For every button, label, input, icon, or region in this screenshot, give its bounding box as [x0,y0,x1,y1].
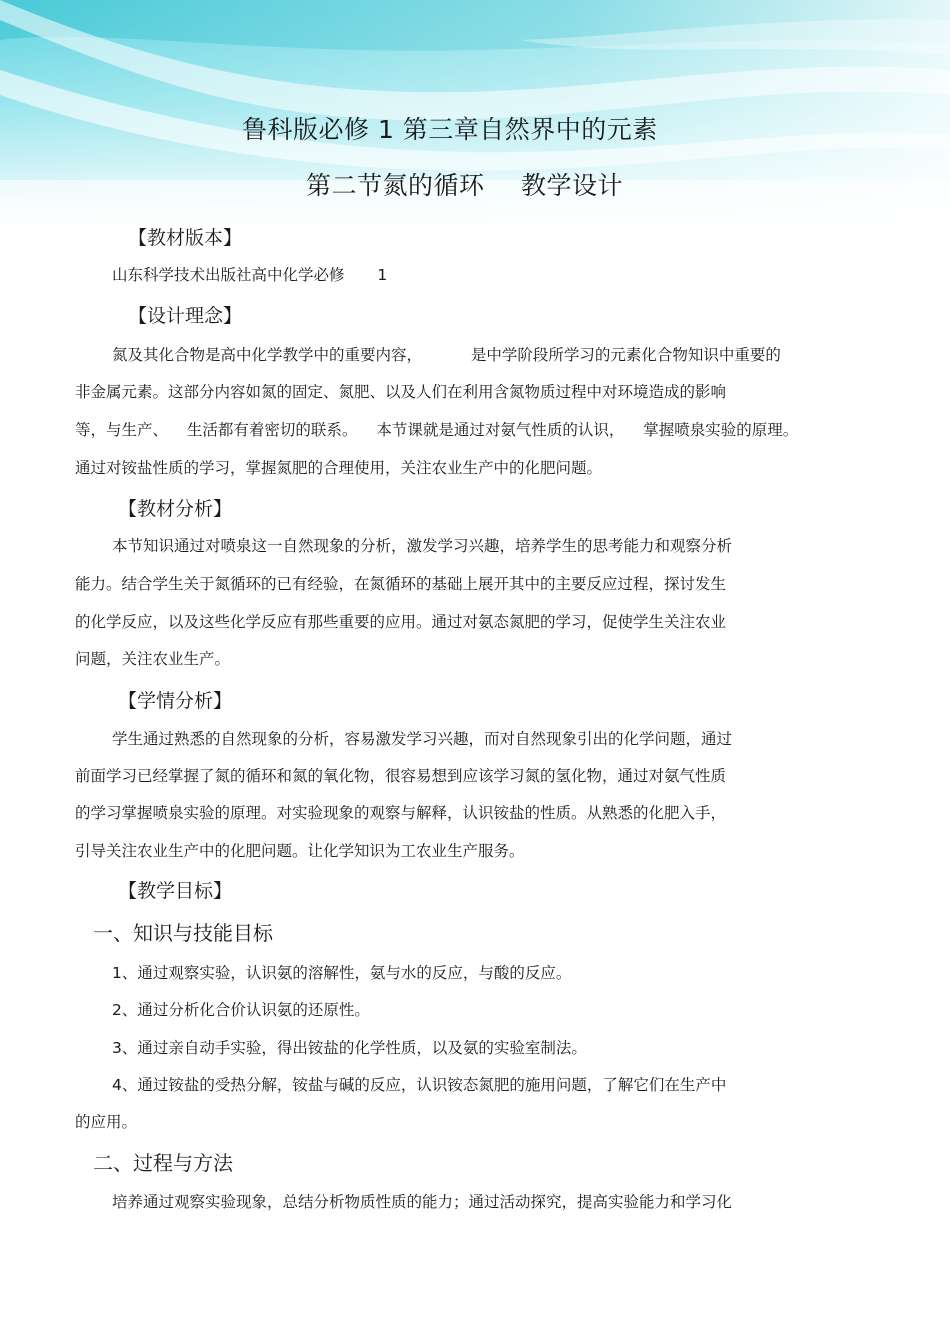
learner-analysis-line: 的学习掌握喷泉实验的原理。对实验现象的观察与解释，认识铵盐的性质。从熟悉的化肥入手， [75,804,727,822]
design-concept-line: 非金属元素。这部分内容如氮的固定、氮肥、以及人们在利用含氮物质过程中对环境造成的影响 [75,383,727,401]
goal-heading-process-method: 二、过程与方法 [93,1151,233,1175]
design-concept-line: 通过对铵盐性质的学习，掌握氮肥的合理使用，关注农业生产中的化肥问题。 [75,459,603,477]
design-concept-line: 氮及其化合物是高中化学教学中的重要内容， 是中学阶段所学习的元素化合物知识中重要的 [112,346,781,364]
knowledge-goal-item: 1、通过观察实验，认识氨的溶解性，氨与水的反应，与酸的反应。 [112,964,572,982]
section-heading-teaching-goals: 【教学目标】 [118,880,233,902]
goal-heading-knowledge-skills: 一、知识与技能目标 [93,921,273,945]
learner-analysis-line: 引导关注农业生产中的化肥问题。让化学知识为工农业生产服务。 [75,842,525,860]
textbook-analysis-line: 问题，关注农业生产。 [75,650,231,668]
section-heading-textbook-version: 【教材版本】 [128,227,243,249]
textbook-analysis-line: 本节知识通过对喷泉这一自然现象的分析，激发学习兴趣，培养学生的思考能力和观察分析 [112,537,733,555]
document-title-line2: 第二节氮的循环 教学设计 [306,171,623,200]
knowledge-goal-item: 的应用。 [75,1113,138,1131]
textbook-analysis-line: 的化学反应，以及这些化学反应有那些重要的应用。通过对氨态氮肥的学习，促使学生关注农业 [75,613,727,631]
learner-analysis-line: 前面学习已经掌握了氮的循环和氮的氧化物，很容易想到应该学习氮的氢化物，通过对氨气性质 [75,767,727,785]
knowledge-goal-item: 2、通过分析化合价认识氨的还原性。 [112,1001,370,1019]
document-title-line1: 鲁科版必修 1 第三章自然界中的元素 [242,115,658,144]
section-heading-textbook-analysis: 【教材分析】 [118,498,233,520]
textbook-version-text: 山东科学技术出版社高中化学必修 1 [112,266,388,284]
process-method-line: 培养通过观察实验现象，总结分析物质性质的能力；通过活动探究，提高实验能力和学习化 [112,1193,733,1211]
section-heading-design-concept: 【设计理念】 [128,305,243,327]
knowledge-goal-item: 3、通过亲自动手实验，得出铵盐的化学性质，以及氨的实验室制法。 [112,1039,587,1057]
learner-analysis-line: 学生通过熟悉的自然现象的分析，容易激发学习兴趣，而对自然现象引出的化学问题，通过 [112,730,733,748]
section-heading-learner-analysis: 【学情分析】 [118,690,233,712]
design-concept-line: 等，与生产、 生活都有着密切的联系。 本节课就是通过对氨气性质的认识， 掌握喷泉实验的原理。 [75,421,799,439]
textbook-analysis-line: 能力。结合学生关于氮循环的已有经验，在氮循环的基础上展开其中的主要反应过程，探讨发生 [75,575,727,593]
knowledge-goal-item: 4、通过铵盐的受热分解，铵盐与碱的反应，认识铵态氮肥的施用问题，了解它们在生产中 [112,1076,727,1094]
